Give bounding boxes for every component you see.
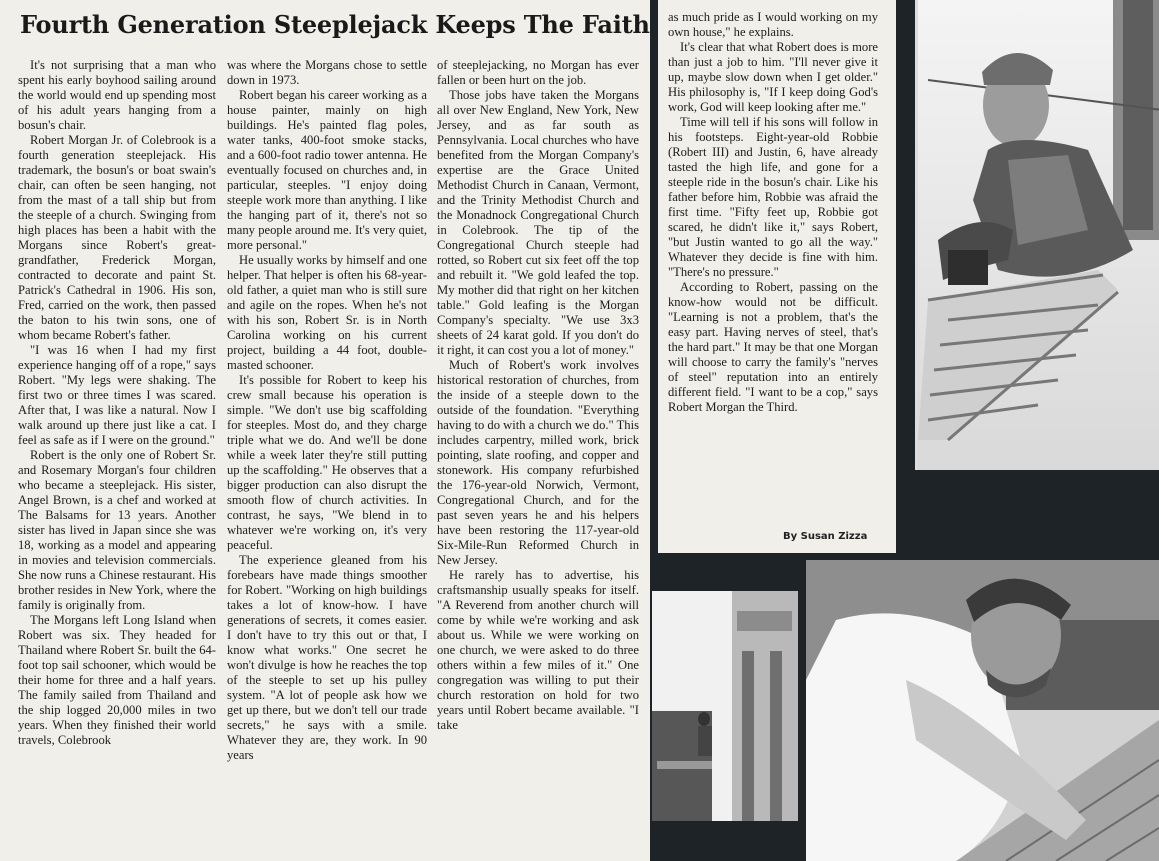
paragraph: According to Robert, passing on the know-how would not be difficult. "Learning is not a problem, that's the easy part. Having nerves of steel, that's the hard part." It may be that one Morgan will choose to carry the family's "nerves of steel" reputation into an entirely different field. "I want to be a cop," says Robert Morgan the Third. xyxy=(668,280,878,414)
paragraph: The experience gleaned from his forebears have made things smoother for Robert. "Working on high buildings takes a lot of know-how. I have generations of secrets, it comes easier. I don't have to try this out or that, I know what works." One secret he won't divulge is how he reaches the top of the steeple to set up his pulley system. "A lot of people ask how we get up there, but we don't tell our trade secrets," he says with a smile. Whatever they are, they work. In 90 years xyxy=(227,553,427,762)
article-column-3 xyxy=(437,58,639,838)
headline: Fourth Generation Steeplejack Keeps The Faith xyxy=(20,10,650,39)
paragraph: Robert is the only one of Robert Sr. and Rosemary Morgan's four children who became a steeplejack. His sister, Angel Brown, is a chef and worked at The Balsams for 13 years. Another sister has lived in Japan since she was 18, working as a model and appearing in movies and television commercials. She now runs a Chinese restaurant. His brother resides in New York, where the family is originally from. xyxy=(18,448,216,612)
article-column-1 xyxy=(18,58,216,838)
paragraph: He rarely has to advertise, his craftsmanship usually speaks for itself. "A Reverend from another church will come by while we're working and ask about us. While we were working on one church, we were asked to do three others within a few miles of it." One congregation was willing to put their church restoration on hold for two years until Robert became available. "I take xyxy=(437,568,639,732)
article-column-2 xyxy=(227,58,427,838)
paragraph: Robert Morgan Jr. of Colebrook is a fourth generation steeplejack. His trademark, the bosun's or boat swain's chair, can often be seen hanging, not from the mast of a tall ship but from the steeple of a church. Swinging from high places has been a habit with the Morgans since Robert's great-grandfather, Frederick Morgan, contracted to decorate and paint St. Patrick's Cathedral in 1906. His son, Fred, carried on the work, then passed the baton to his twin sons, one of whom became Robert's father. xyxy=(18,133,216,342)
byline: By Susan Zizza xyxy=(783,531,868,542)
paragraph: It's clear that what Robert does is more than just a job to him. "I'll never give it up, maybe slow down when I get older." His philosophy is, "If I keep doing God's work, God will keep looking after me." xyxy=(668,40,878,114)
paragraph: The Morgans left Long Island when Robert was six. They headed for Thailand where Robert Sr. built the 64-foot top sail schooner, which would be their home for three and a half years. The family sailed from Thailand and the ship logged 20,000 miles in two years. When they finished their world travels, Colebrook xyxy=(18,613,216,747)
paragraph: Time will tell if his sons will follow in his footsteps. Eight-year-old Robbie (Robert III) and Justin, 6, have already tasted the high life, and gone for a steeple ride in the bosun's chair. Like his father before him, Robbie was afraid the first time. "Fifty feet up, Robbie got scared, he didn't like it," says Robert, "but Justin wanted to go all the way." Whatever they decide is fine with him. "There's no pressure." xyxy=(668,115,878,279)
photo-steeple xyxy=(652,591,798,821)
photo-robert-jr-on-roof xyxy=(806,560,1159,861)
paragraph: as much pride as I would working on my own house," he explains. xyxy=(668,10,878,39)
paragraph: "I was 16 when I had my first experience hanging off of a rope," says Robert. "My legs were shaking. The first two or three times I was scared. After that, I was like a natural. Now I walk around up there just like a cat. I feel as safe as if I were on the ground." xyxy=(18,343,216,447)
paragraph: was where the Morgans chose to settle down in 1973. xyxy=(227,58,427,87)
paragraph: of steeplejacking, no Morgan has ever fallen or been hurt on the job. xyxy=(437,58,639,87)
paragraph: Much of Robert's work involves historical restoration of churches, from the inside of a steeple down to the outside of the foundation. "Everything having to do with a church we do." This includes carpentry, milled work, brick pointing, slate roofing, and copper and stonework. His company refurbished the 176-year-old Norwich, Vermont, Congregational Church, and for the past seven years he and his helpers have been restoring the 117-year-old Six-Mile-Run Reformed Church in New Jersey. xyxy=(437,358,639,567)
paragraph: It's possible for Robert to keep his crew small because his operation is simple. "We don't use big scaffolding for steeples. Most do, and they charge triple what we do. And we'll be done while a week later they're still putting up the scaffolding." He observes that a bigger production can also disrupt the smooth flow of church activities. In contrast, he says, "We blend in to whatever we're working on, it's very peaceful. xyxy=(227,373,427,552)
paragraph: He usually works by himself and one helper. That helper is often his 68-year-old father, a quiet man who is still sure and agile on the ropes. When he's not with his son, Robert Sr. is in North Carolina working on his current project, building a 44 foot, double-masted schooner. xyxy=(227,253,427,372)
paragraph: It's not surprising that a man who spent his early boyhood sailing around the world would end up spending most of his adult years hanging from a bosun's chair. xyxy=(18,58,216,132)
paragraph: Those jobs have taken the Morgans all over New England, New York, New Jersey, and as far south as Pennsylvania. Local churches who have benefited from the Morgan Company's expertise are the Grace United Methodist Church in Canaan, Vermont, and the Trinity Methodist Church and the Monadnock Congregational Church in Colebrook. The tip of the Congregational Church steeple had rotted, so Robert cut six feet off the top and rebuilt it. "We gold leafed the top. My mother did that right on her kitchen table." Gold leafing is the Morgan Company's specialty. "We use 3x3 sheets of 24 karat gold. If you don't do it right, it can cost you a lot of money." xyxy=(437,88,639,357)
photo-robert-sr-on-ladder xyxy=(915,0,1159,470)
article-column-4 xyxy=(668,10,878,520)
paragraph: Robert began his career working as a house painter, mainly on high buildings. He's painted flag poles, water tanks, 400-foot smoke stacks, and a 600-foot radio tower antenna. He eventually focused on churches and, in particular, steeples. "I enjoy doing steeple work more than anything. I like the hanging part of it, there's not so many people around me. It's very quiet, more personal." xyxy=(227,88,427,252)
